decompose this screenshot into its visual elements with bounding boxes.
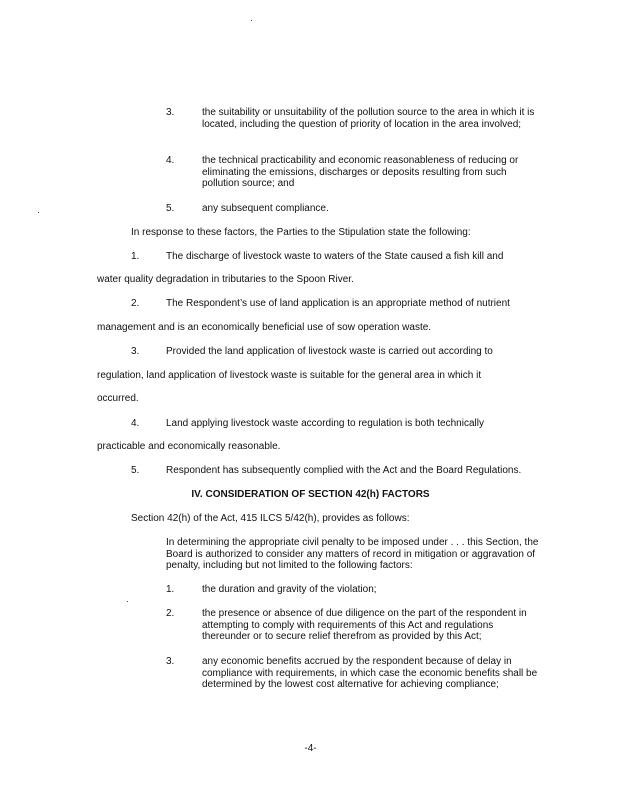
quote-factor-number: 3. <box>166 656 175 667</box>
quote-factor-text: the duration and gravity of the violation; <box>202 584 377 595</box>
response-number: 2. <box>131 298 140 309</box>
response-line: The discharge of livestock waste to waters of the State caused a fish kill and <box>166 251 504 262</box>
factor-text: any subsequent compliance. <box>202 203 329 214</box>
response-line: practicable and economically reasonable. <box>97 441 281 452</box>
quote-factor-number: 1. <box>166 584 175 595</box>
factor-number: 3. <box>166 107 175 118</box>
quote-factor-number: 2. <box>166 608 175 619</box>
scan-speck <box>127 601 128 602</box>
response-line: Respondent has subsequently complied with the Act and the Board Regulations. <box>166 465 522 476</box>
response-line: Land applying livestock waste according to regulation is both technically <box>166 418 484 429</box>
section-intro: Section 42(h) of the Act, 415 ILCS 5/42(h), provides as follows: <box>131 513 410 524</box>
factor-text: the suitability or unsuitability of the pollution source to the area in which it is located, including the question of priority of location in the area involved; <box>202 107 535 130</box>
response-line: occurred. <box>97 393 139 404</box>
factor-number: 5. <box>166 203 175 214</box>
quote-factor-text: any economic benefits accrued by the respondent because of delay in compliance with requirements, in which case the economic benefits shall be determined by the lowest cost alternative for achieving compliance; <box>202 656 538 690</box>
response-number: 3. <box>131 346 140 357</box>
response-intro: In response to these factors, the Parties to the Stipulation state the following: <box>131 227 471 238</box>
response-line: water quality degradation in tributaries to the Spoon River. <box>97 274 354 285</box>
page-number: -4- <box>304 743 317 754</box>
factor-text: the technical practicability and economic reasonableness of reducing or eliminating the emissions, discharges or deposits resulting from such pollution source; and <box>202 155 519 189</box>
section-heading: IV. CONSIDERATION OF SECTION 42(h) FACTORS <box>191 489 430 500</box>
response-number: 5. <box>131 465 140 476</box>
scan-speck <box>38 212 39 213</box>
factor-number: 4. <box>166 155 175 166</box>
quote-factor-text: the presence or absence of due diligence on the part of the respondent in attempting to comply with requirements of this Act and regulations thereunder or to secure relief therefrom as provided by this Act; <box>202 608 527 642</box>
response-number: 1. <box>131 251 140 262</box>
response-line: regulation, land application of livestock waste is suitable for the general area in which it <box>97 370 482 381</box>
response-line: management and is an economically beneficial use of sow operation waste. <box>97 322 432 333</box>
response-number: 4. <box>131 418 140 429</box>
response-line: Provided the land application of livestock waste is carried out according to <box>166 346 493 357</box>
scan-speck <box>251 20 252 21</box>
response-line: The Respondent’s use of land application is an appropriate method of nutrient <box>166 298 510 309</box>
block-quote: In determining the appropriate civil penalty to be imposed under . . . this Section, the Board is authorized to consider any matters of record in mitigation or aggravation of penalty, including but not limited to the following factors: <box>166 537 539 571</box>
